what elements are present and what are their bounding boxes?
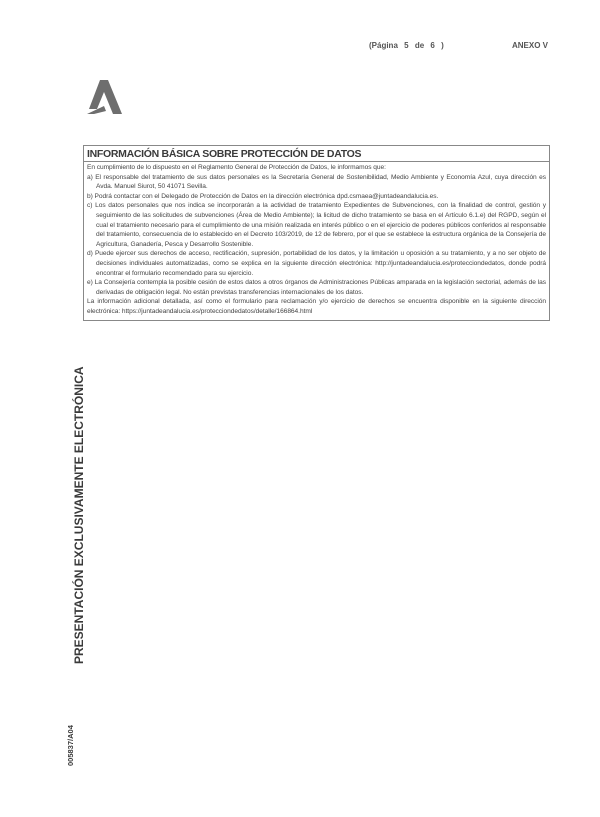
page-of-text: de [414, 41, 425, 50]
list-item: a) El responsable del tratamiento de sus datos personales es la Secretaría General de Sostenibilidad, Medio Ambiente y Economía Azul, cuya dirección es Avda. Manuel Siurot, 50 41071 Sevilla. [87, 173, 546, 191]
list-item: d) Puede ejercer sus derechos de acceso, rectificación, supresión, portabilidad de los datos, y la limitación u oposición a su tratamiento, y a no ser objeto de decisiones individuales automatizadas, como se explica en la siguiente dirección electrónica: http://juntadeandalucia.es/protecciondedatos, donde podrá encontrar el formulario recomendado para su ejercicio. [87, 250, 546, 277]
page-close-text: ) [441, 41, 444, 50]
list-item: b) Podrá contactar con el Delegado de Protección de Datos en la dirección electrónica dpd.csmaea@juntadeandalucia.es. [87, 192, 439, 200]
intro-text: En cumplimiento de lo dispuesto en el Reglamento General de Protección de Datos, le informamos que: [87, 164, 386, 171]
page-total-number: 6 [430, 41, 435, 50]
annex-label: ANEXO V [512, 41, 549, 50]
page-open-text: (Página [369, 41, 398, 50]
data-protection-body [84, 162, 549, 320]
junta-andalucia-logo-icon [84, 80, 124, 114]
footer-text: La información adicional detallada, así como el formulario para reclamación y/o ejercicio de derechos se encuentra disponible en la siguiente dirección electrónica: https://juntadeandalucia.es/protecciondedatos/detalle/166864.html [87, 298, 546, 315]
page-indicator [369, 41, 448, 50]
data-protection-box [83, 145, 550, 321]
data-protection-title: INFORMACIÓN BÁSICA SOBRE PROTECCIÓN DE DATOS [84, 146, 549, 162]
list-item: c) Los datos personales que nos indica se incorporarán a la actividad de tratamiento Expedientes de Subvenciones, con la finalidad de control, gestión y seguimiento de las solicitudes de subvenciones (Área de Medio Ambiente); la licitud de dicho tratamiento se basa en el Artículo 6.1.e) del RGPD, según el cual el tratamiento necesario para el cumplimiento de una misión realizada en interés público o en el ejercicio de poderes públicos conferidos al responsable del tratamiento, consecuencia de lo establecido en el Decreto 103/2019, de 12 de febrero, por el que se establece la estructura orgánica de la Consejería de Agricultura, Ganadería, Pesca y Desarrollo Sostenible. [87, 202, 546, 248]
page-current-number: 5 [404, 41, 409, 50]
list-item: e) La Consejería contempla la posible cesión de estos datos a otros órganos de Administraciones Públicas amparada en la legislación sectorial, además de las derivadas de obligación legal. No están previstas transferencias internacionales de los datos. [87, 279, 546, 296]
document-code: 005837/A04 [66, 725, 75, 766]
vertical-side-notice: PRESENTACIÓN EXCLUSIVAMENTE ELECTRÓNICA [72, 366, 86, 664]
